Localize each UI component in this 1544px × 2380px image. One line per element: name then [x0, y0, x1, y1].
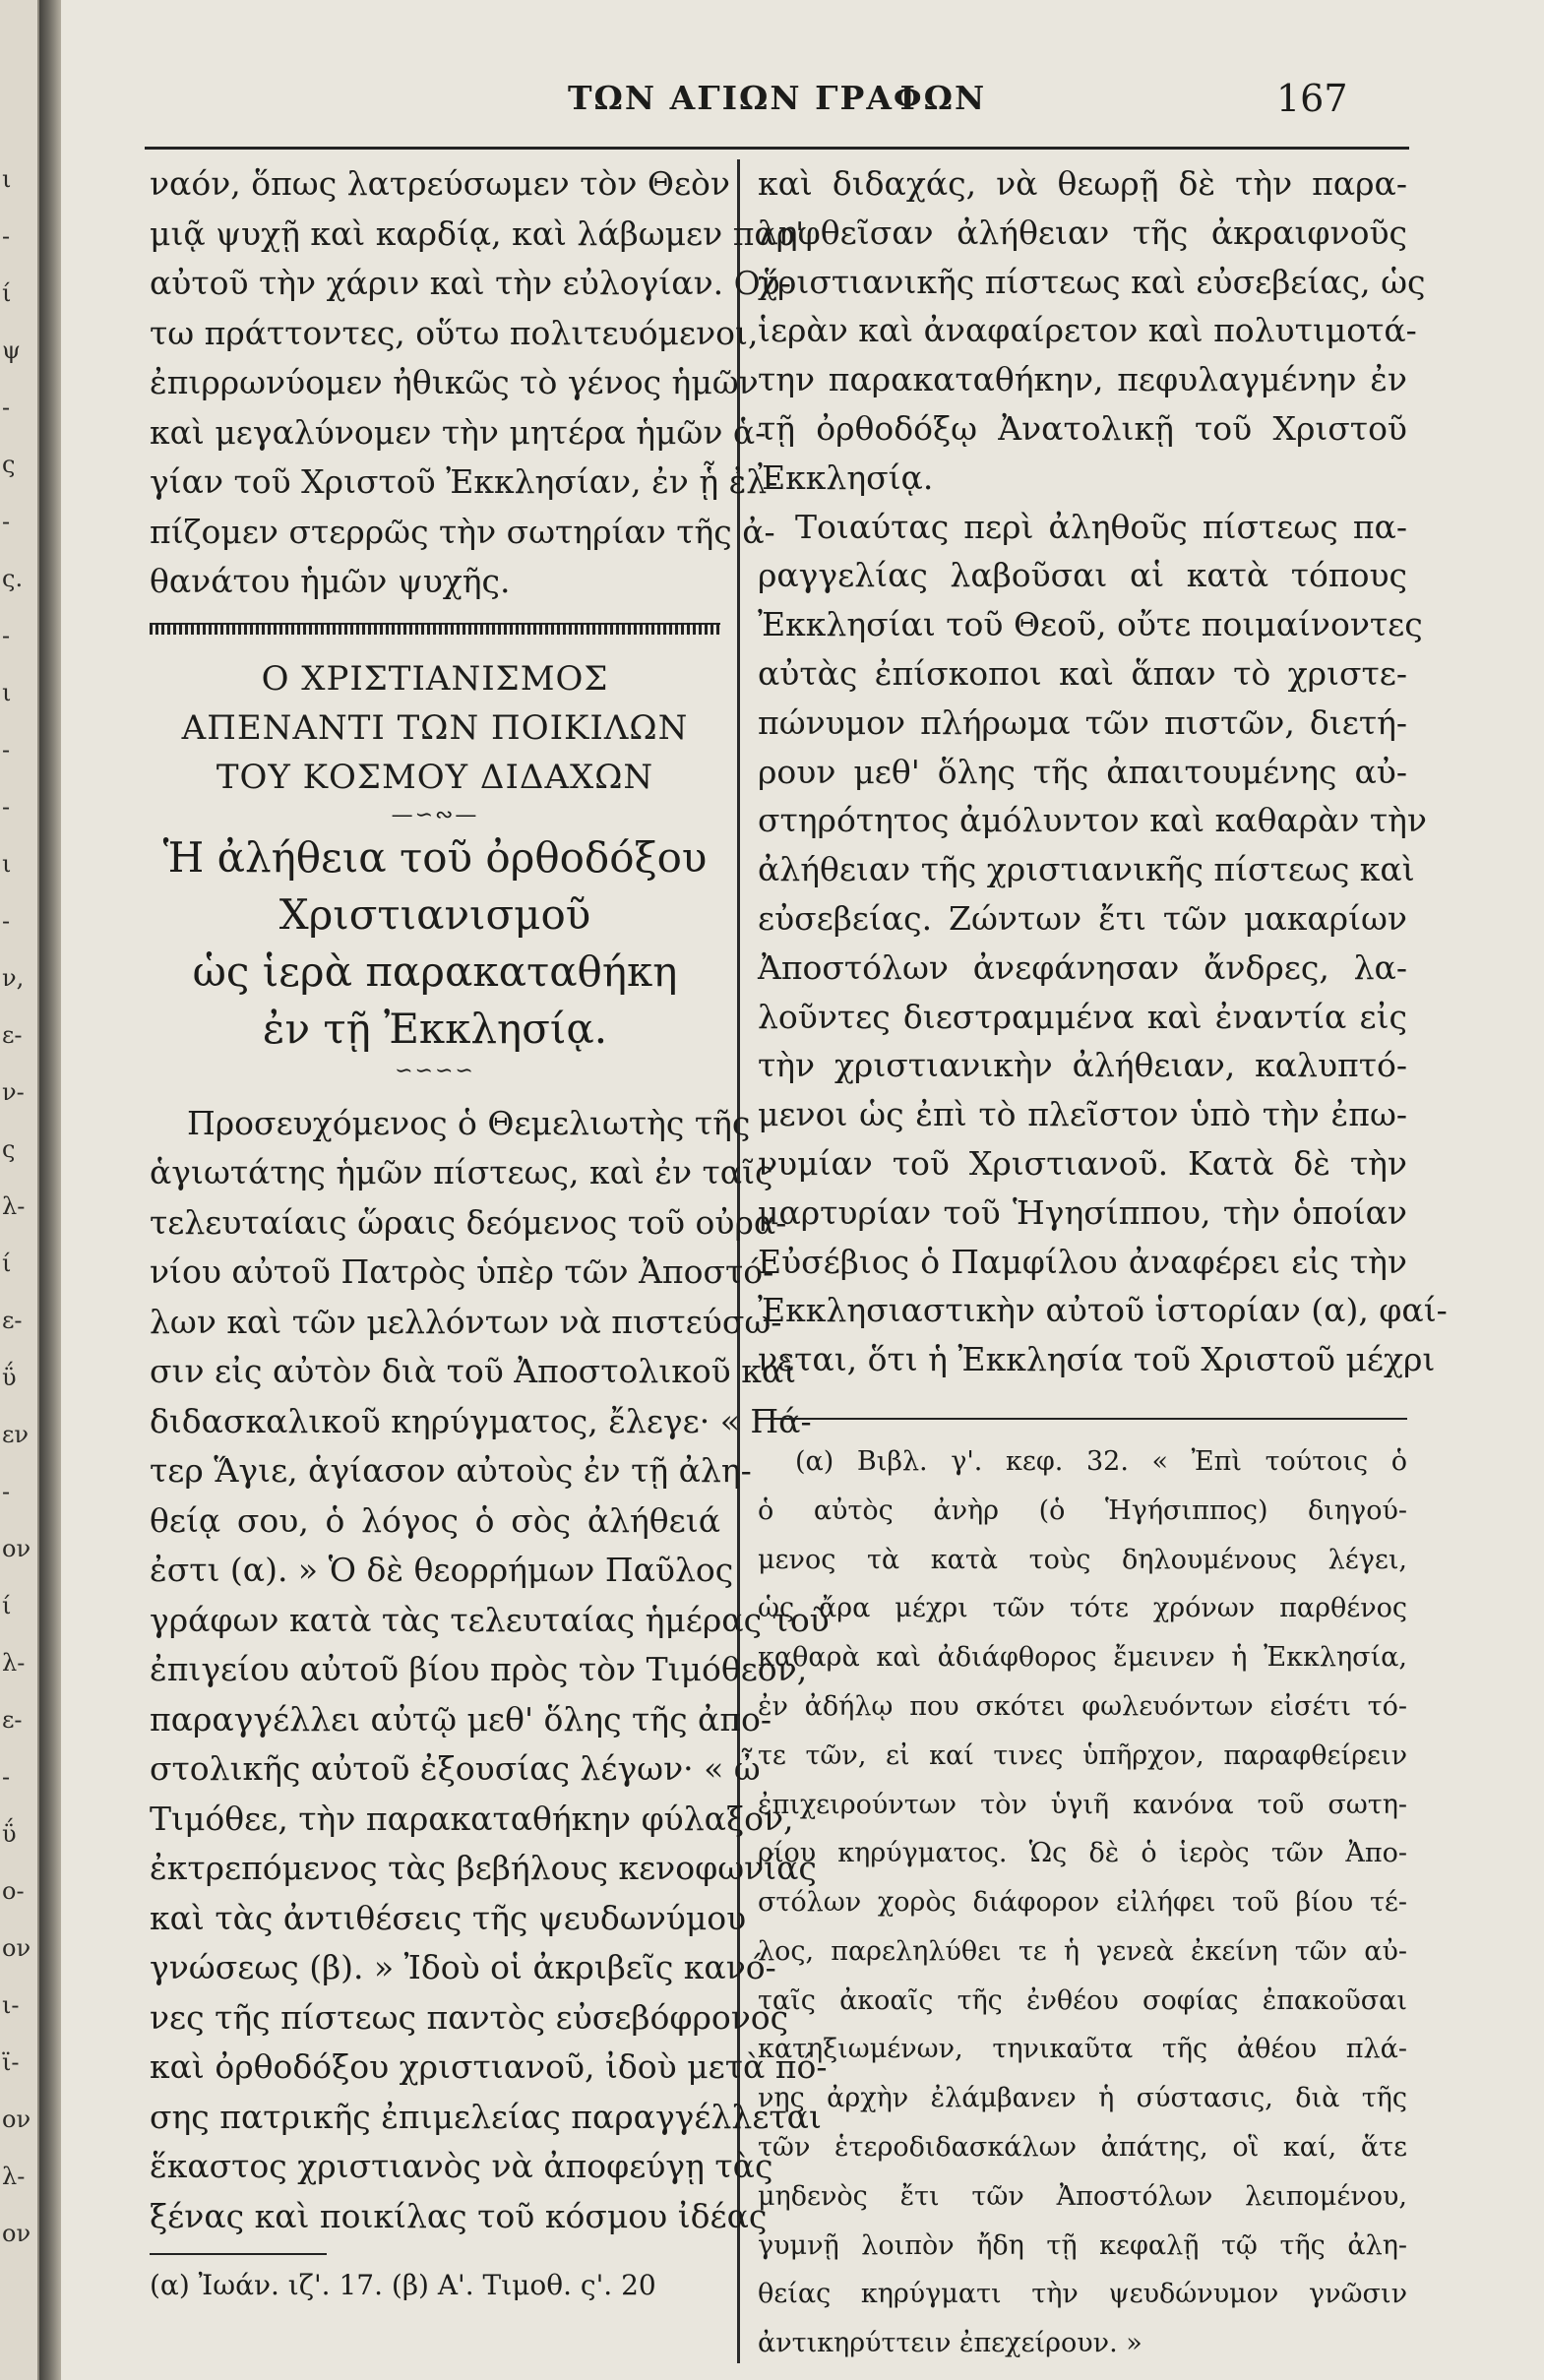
section-heading — [150, 654, 720, 802]
previous-page-fragment: ς — [2, 451, 16, 478]
text-line: ναόν, ὅπως λατρεύσωμεν τὸν Θεὸν — [150, 164, 730, 203]
text-line: λοῦντες διεστραμμένα καὶ ἐναντία εἰς — [758, 997, 1407, 1036]
text-line: ξένας καὶ ποικίλας τοῦ κόσμου ἰδέας — [150, 2196, 768, 2235]
footnote-line: ἐν ἀδήλῳ που σκότει φωλευόντων εἰσέτι τό- — [758, 1690, 1407, 1722]
text-line: καὶ ὀρθοδόξου χριστιανοῦ, ἰδοὺ μετὰ πό- — [150, 2047, 828, 2086]
text-line: την παρακαταθήκην, πεφυλαγμένην ἐν — [758, 360, 1407, 399]
text-line: καὶ τὰς ἀντιθέσεις τῆς ψευδωνύμου — [150, 1898, 747, 1937]
text-line: Προσευχόμενος ὁ Θεμελιωτὴς τῆς — [187, 1103, 751, 1142]
text-line: Ἐκκλησίᾳ. — [758, 458, 934, 497]
text-line: Τοιαύτας περὶ ἀληθοῦς πίστεως πα- — [795, 507, 1407, 546]
text-line: καὶ διδαχάς, νὰ θεωρῇ δὲ τὴν παρα- — [758, 164, 1407, 203]
text-line: γράφων κατὰ τὰς τελευταίας ἡμέρας τοῦ — [150, 1600, 830, 1639]
previous-page-fragment: - — [2, 736, 11, 763]
subheading-line: Χριστιανισμοῦ — [278, 889, 591, 939]
text-line: ἀλήθειαν τῆς χριστιανικῆς πίστεως καὶ — [758, 850, 1415, 889]
footnote-line: ὡς ἄρα μέχρι τῶν τότε χρόνων παρθένος — [758, 1593, 1407, 1624]
text-line: χριστιανικῆς πίστεως καὶ εὐσεβείας, ὡς — [758, 262, 1426, 301]
previous-page-fragment: - — [2, 793, 11, 821]
previous-page-fragment: ο- — [2, 1877, 25, 1905]
ornament-divider: ∽∽∽∽ — [395, 1058, 475, 1083]
text-line: τελευταίαις ὥραις δεόμενος τοῦ οὐρα- — [150, 1202, 787, 1242]
text-line: τερ Ἅγιε, ἁγίασον αὐτοὺς ἐν τῇ ἀλη- — [150, 1451, 752, 1490]
text-line: γίαν τοῦ Χριστοῦ Ἐκκλησίαν, ἐν ᾗ ἐλ- — [150, 462, 778, 501]
previous-page-fragment: ον — [2, 2220, 31, 2247]
footnote-line: στόλων χορὸς διάφορον εἰλήφει τοῦ βίου τέ- — [758, 1887, 1407, 1919]
left-column — [150, 159, 830, 2311]
previous-page-fragment: ί — [2, 1592, 12, 1619]
previous-page-fragment: ς. — [2, 565, 24, 592]
footnote-line: νης ἀρχὴν ἐλάμβανεν ἡ σύστασις, διὰ τῆς — [758, 2083, 1407, 2114]
previous-page-fragment: ι — [2, 850, 12, 878]
footnote-line: ἀντικηρύττειν ἐπεχείρουν. » — [758, 2328, 1143, 2359]
footnote-rule — [150, 2253, 327, 2255]
text-line: ἱερὰν καὶ ἀναφαίρετον καὶ πολυτιμοτά- — [758, 311, 1417, 350]
previous-page-fragment: ψ — [2, 336, 21, 364]
text-line: αὐτοῦ τὴν χάριν καὶ τὴν εὐλογίαν. Οὕ- — [150, 264, 791, 302]
previous-page-fragment: ον — [2, 1934, 31, 1962]
footnote-rule — [758, 1418, 1407, 1420]
footnote-line: ἐπιχειρούντων τὸν ὑγιῆ κανόνα τοῦ σωτη- — [758, 1789, 1407, 1820]
text-line: εὐσεβείας. Ζώντων ἔτι τῶν μακαρίων — [758, 898, 1407, 938]
previous-page-fragment: - — [2, 508, 11, 535]
heading-line: ΑΠΕΝΑΝΤΙ ΤΩΝ ΠΟΙΚΙΛΩΝ — [181, 707, 689, 748]
footnote-line: ταῖς ἀκοαῖς τῆς ἐνθέου σοφίας ἐπακοῦσαι — [758, 1984, 1407, 2016]
previous-page-fragment: ς — [2, 1135, 16, 1163]
text-line: νίου αὐτοῦ Πατρὸς ὑπὲρ τῶν Ἀποστό- — [150, 1252, 774, 1291]
previous-page-fragment: ι — [2, 165, 12, 193]
footnote-line: μηδενὸς ἔτι τῶν Ἀποστόλων λειπομένου, — [758, 2180, 1407, 2212]
page-number: 167 — [1276, 77, 1348, 120]
text-line: ἐκτρεπόμενος τὰς βεβήλους κενοφωνίας — [150, 1849, 817, 1887]
right-column — [758, 159, 1448, 2368]
footnote-text: (α) Ἰωάν. ιζ'. 17. (β) Α'. Τιμοθ. ς'. 20 — [150, 2269, 656, 2301]
previous-page-fragment: ί — [2, 279, 12, 307]
text-line: πώνυμον πλήρωμα τῶν πιστῶν, διετή- — [758, 702, 1407, 742]
book-page — [61, 0, 1544, 2380]
footnote-line: γυμνῇ λοιπὸν ἤδη τῇ κεφαλῇ τῷ τῆς ἀλη- — [758, 2229, 1407, 2261]
text-line: λων καὶ τῶν μελλόντων νὰ πιστεύσω- — [150, 1302, 782, 1341]
previous-page-fragment: ε- — [2, 1706, 23, 1734]
subheading-line: ἐν τῇ Ἐκκλησίᾳ. — [262, 1004, 608, 1053]
text-line: Τιμόθεε, τὴν παρακαταθήκην φύλαξον, — [150, 1799, 794, 1838]
text-line: Ἀποστόλων ἀνεφάνησαν ἄνδρες, λα- — [758, 947, 1407, 987]
text-line: ἕκαστος χριστιανὸς νὰ ἀποφεύγῃ τὰς — [150, 2147, 773, 2185]
text-line: τῇ ὀρθοδόξῳ Ἀνατολικῇ τοῦ Χριστοῦ — [758, 408, 1407, 448]
previous-page-fragment: - — [2, 622, 11, 649]
section-divider-rule — [150, 623, 720, 635]
text-line: Ἐκκλησιαστικὴν αὐτοῦ ἱστορίαν (α), φαί- — [758, 1291, 1448, 1330]
footnote-block — [758, 1437, 1407, 2368]
text-line: σιν εἰς αὐτὸν διὰ τοῦ Ἀποστολικοῦ καὶ — [150, 1352, 797, 1390]
text-line: καὶ μεγαλύνομεν τὴν μητέρα ἡμῶν ἁ- — [150, 412, 767, 452]
footnote-line: θείας κηρύγματι τὴν ψευδώνυμον γνῶσιν — [758, 2279, 1407, 2310]
text-line: ραγγελίας λαβοῦσαι αἱ κατὰ τόπους — [758, 556, 1407, 595]
previous-page-fragment: ι — [2, 679, 12, 706]
body-paragraph — [150, 1099, 830, 2242]
text-line: ἐπιρρωνύομεν ἠθικῶς τὸ γένος ἡμῶν — [150, 363, 759, 401]
text-line: Ἐκκλησίαι τοῦ Θεοῦ, οὔτε ποιμαίνοντες — [758, 605, 1423, 644]
text-line: θανάτου ἡμῶν ψυχῆς. — [150, 562, 511, 600]
subheading — [150, 829, 720, 1058]
text-line: ληφθεῖσαν ἀλήθειαν τῆς ἀκραιφνοῦς — [758, 213, 1407, 252]
previous-page-fragment: ν- — [2, 1078, 25, 1106]
intro-paragraph — [150, 159, 805, 607]
text-line: παραγγέλλει αὐτῷ μεθ' ὅλης τῆς ἀπο- — [150, 1699, 772, 1739]
footnote-line: κατηξιωμένων, τηνικαῦτα τῆς ἀθέου πλά- — [758, 2034, 1407, 2065]
text-line: ρουν μεθ' ὅλης τῆς ἀπαιτουμένης αὐ- — [758, 752, 1407, 791]
previous-page-fragment: ε- — [2, 1307, 23, 1334]
heading-line: ΤΟΥ ΚΟΣΜΟΥ ΔΙΔΑΧΩΝ — [216, 757, 654, 797]
previous-page-fragment: ϊ- — [2, 2048, 20, 2076]
text-line: ἁγιωτάτης ἡμῶν πίστεως, καὶ ἐν ταῖς — [150, 1153, 773, 1191]
text-line: σης πατρικῆς ἐπιμελείας παραγγέλλεται — [150, 2097, 822, 2136]
previous-page-fragment: ε- — [2, 1021, 23, 1049]
page-header — [61, 79, 1544, 128]
text-line: νες τῆς πίστεως παντὸς εὐσεβόφρονος — [150, 1997, 789, 2037]
heading-line: Ο ΧΡΙΣΤΙΑΝΙΣΜΟΣ — [261, 658, 609, 699]
previous-page-fragment: ι- — [2, 1991, 20, 2019]
previous-page-fragment: - — [2, 222, 11, 250]
previous-page-fragment: λ- — [2, 2163, 26, 2190]
text-line: γνώσεως (β). » Ἰδοὺ οἱ ἀκριβεῖς κανό- — [150, 1948, 776, 1986]
footnote-line: ρίου κηρύγματος. Ὡς δὲ ὁ ἱερὸς τῶν Ἀπο- — [758, 1838, 1407, 1869]
text-line: τω πράττοντες, οὕτω πολιτευόμενοι, — [150, 313, 759, 352]
text-line: πίζομεν στερρῶς τὴν σωτηρίαν τῆς ἀ- — [150, 512, 775, 551]
header-rule — [145, 147, 1409, 150]
previous-page-fragment: - — [2, 1478, 11, 1505]
text-line: μενοι ὡς ἐπὶ τὸ πλεῖστον ὑπὸ τὴν ἐπω- — [758, 1095, 1407, 1134]
text-line: στηρότητος ἀμόλυντον καὶ καθαρὰν τὴν — [758, 801, 1427, 840]
text-line: νεται, ὅτι ἡ Ἐκκλησία τοῦ Χριστοῦ μέχρι — [758, 1340, 1436, 1379]
text-line: θείᾳ σου, ὁ λόγος ὁ σὸς ἀλήθειά — [150, 1500, 720, 1540]
previous-page-edge — [0, 0, 39, 2380]
previous-page-fragment: εν — [2, 1421, 30, 1448]
footnote-line: λος, παρεληλύθει τε ἡ γενεὰ ἐκείνη τῶν αὐ- — [758, 1935, 1407, 1967]
previous-page-fragment: λ- — [2, 1649, 26, 1677]
text-line: μιᾷ ψυχῇ καὶ καρδίᾳ, καὶ λάβωμεν παρ' — [150, 214, 805, 253]
subheading-line: Ἡ ἀλήθεια τοῦ ὀρθοδόξου — [162, 832, 708, 882]
previous-page-fragment: ν, — [2, 964, 25, 992]
text-line: μαρτυρίαν τοῦ Ἡγησίππου, τὴν ὁποίαν — [758, 1192, 1407, 1232]
footnote-line: μενος τὰ κατὰ τοὺς δηλουμένους λέγει, — [758, 1544, 1407, 1575]
footnote-line: τε τῶν, εἰ καί τινες ὑπῆρχον, παραφθείρειν — [758, 1739, 1407, 1771]
ornament-divider: —∽∾— — [391, 802, 479, 827]
text-line: ἐστι (α). » Ὁ δὲ θεορρήμων Παῦλος — [150, 1551, 734, 1589]
footnote-line: τῶν ἑτεροδιδασκάλων ἀπάτης, οἳ καί, ἅτε — [758, 2132, 1407, 2164]
previous-page-fragment: - — [2, 1763, 11, 1791]
previous-page-fragment: ΰ — [2, 1820, 17, 1848]
footnote-line: (α) Βιβλ. γ'. κεφ. 32. « Ἐπὶ τούτοις ὁ — [795, 1445, 1407, 1477]
previous-page-fragment: ον — [2, 1535, 31, 1562]
text-line: Εὐσέβιος ὁ Παμφίλου ἀναφέρει εἰς τὴν — [758, 1242, 1407, 1281]
body-paragraph — [758, 503, 1448, 1384]
footnote-line: ὁ αὐτὸς ἀνὴρ (ὁ Ἡγήσιππος) διηγού- — [758, 1495, 1407, 1526]
text-line: αὐτὰς ἐπίσκοποι καὶ ἅπαν τὸ χριστε- — [758, 653, 1407, 693]
text-line: διδασκαλικοῦ κηρύγματος, ἔλεγε· « Πά- — [150, 1401, 812, 1440]
continued-paragraph — [758, 159, 1426, 503]
previous-page-fragment: ον — [2, 2105, 31, 2133]
footnote-line: καθαρὰ καὶ ἀδιάφθορος ἔμεινεν ἡ Ἐκκλησία, — [758, 1642, 1407, 1674]
previous-page-fragment: ΰ — [2, 1364, 17, 1391]
previous-page-fragment: λ- — [2, 1192, 26, 1220]
text-line: στολικῆς αὐτοῦ ἐξουσίας λέγων· « ὦ — [150, 1749, 761, 1788]
text-line: νυμίαν τοῦ Χριστιανοῦ. Κατὰ δὲ τὴν — [758, 1143, 1407, 1183]
subheading-line: ὡς ἱερὰ παρακαταθήκη — [192, 946, 678, 996]
previous-page-fragment: - — [2, 394, 11, 421]
text-line: τὴν χριστιανικὴν ἀλήθειαν, καλυπτό- — [758, 1046, 1407, 1085]
running-title: ΤΩΝ ΑΓΙΩΝ ΓΡΑΦΩΝ — [568, 79, 987, 117]
previous-page-fragment: ί — [2, 1250, 12, 1277]
previous-page-fragment: - — [2, 907, 11, 935]
text-line: ἐπιγείου αὐτοῦ βίου πρὸς τὸν Τιμόθεον, — [150, 1650, 808, 1688]
